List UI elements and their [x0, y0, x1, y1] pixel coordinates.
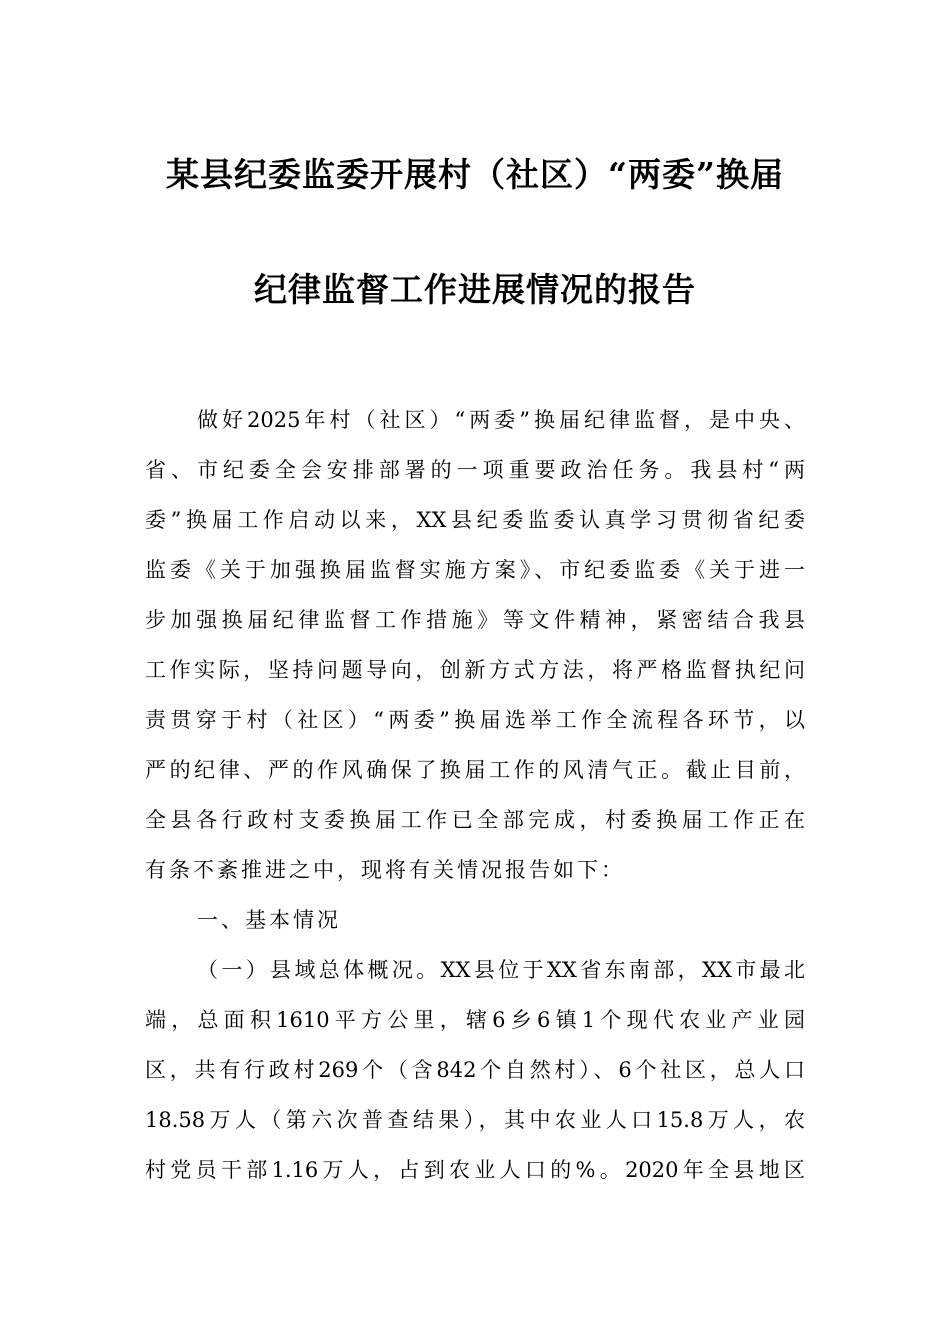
body-line: 区，共有行政村269个（含842个自然村）、6个社区，总人口: [145, 1058, 805, 1082]
document-title-line-2: 纪律监督工作进展情况的报告: [254, 270, 696, 309]
body-line: 有条不紊推进之中，现将有关情况报告如下：: [145, 858, 625, 882]
body-line: 委”换届工作启动以来，XX县纪委监委认真学习贯彻省纪委: [145, 508, 805, 532]
document-title-line-1: 某县纪委监委开展村（社区）“两委”换届: [166, 155, 784, 194]
body-line: （一）县域总体概况。XX县位于XX省东南部，XX市最北: [197, 958, 805, 982]
body-line: 18.58万人（第六次普查结果），其中农业人口15.8万人，农: [145, 1108, 805, 1132]
body-line: 责贯穿于村（社区）“两委”换届选举工作全流程各环节，以: [145, 708, 805, 732]
body-line: 做好2025年村（社区）“两委”换届纪律监督，是中央、: [197, 408, 805, 432]
body-line: 监委《关于加强换届监督实施方案》、市纪委监委《关于进一: [145, 558, 805, 582]
body-line: 全县各行政村支委换届工作已全部完成，村委换届工作正在: [145, 808, 805, 832]
section-heading: 一、基本情况: [197, 908, 341, 932]
body-line: 端，总面积1610平方公里，辖6乡6镇1个现代农业产业园: [145, 1008, 805, 1032]
body-line: 工作实际，坚持问题导向，创新方式方法，将严格监督执纪问: [145, 658, 805, 682]
body-line: 村党员干部1.16万人，占到农业人口的%。2020年全县地区: [145, 1158, 805, 1182]
body-line: 严的纪律、严的作风确保了换届工作的风清气正。截止目前，: [145, 758, 805, 782]
body-line: 步加强换届纪律监督工作措施》等文件精神，紧密结合我县: [145, 608, 805, 632]
body-line: 省、市纪委全会安排部署的一项重要政治任务。我县村“两: [145, 458, 805, 482]
